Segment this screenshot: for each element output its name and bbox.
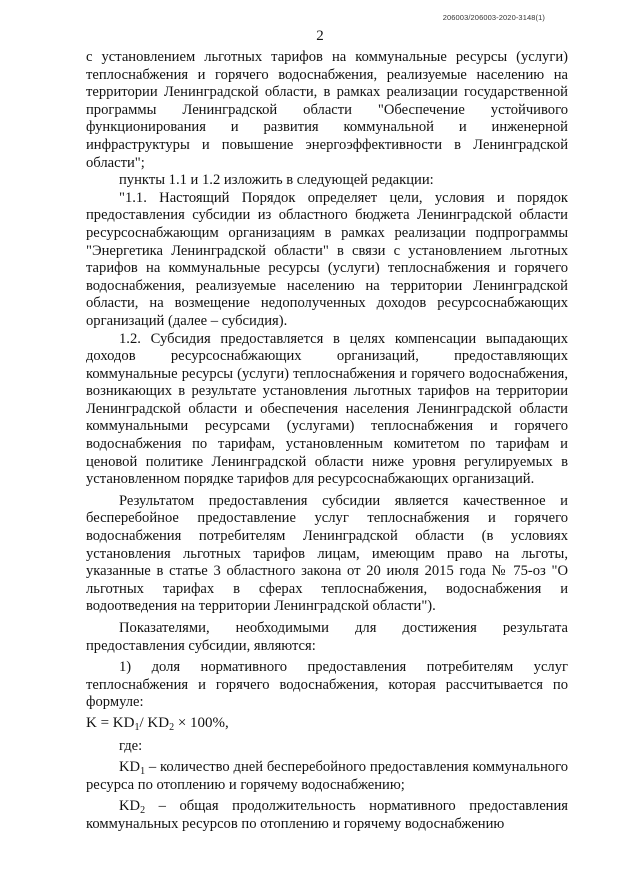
definition-kd1 — [86, 759, 568, 794]
variable-name: KD — [119, 798, 141, 815]
document-body — [86, 49, 568, 834]
variable-subscript: 2 — [140, 805, 146, 817]
variable-subscript: 1 — [140, 766, 146, 778]
paragraph: с установлением льготных тарифов на коммунальные ресурсы (услуги) теплоснабжения и горячего водоснабжения, реализуемые населению на территории Ленинградской области, в рамках реализации государственной программы Ленинградской области "Обеспечение устойчивого функционирования и развития коммунальной и инженерной инфраструктуры и повышение энергоэффективности в Ленинградской области"; — [86, 49, 568, 171]
variable-name: KD — [119, 759, 141, 776]
paragraph: "1.1. Настоящий Порядок определяет цели, условия и порядок предоставления субсидии из областного бюджета Ленинградской области ресурсоснабжающим организациям в рамках реализации подпрограммы "Энергетика Ленинградской области" в связи с установлением льготных тарифов на коммунальные ресурсы (услуги) теплоснабжения и горячего водоснабжения, реализуемые населению на территории Ленинградской области, на возмещение недополученных доходов ресурсоснабжающих организаций (далее – субсидия). — [86, 189, 568, 329]
page-number: 2 — [316, 28, 324, 44]
definition-text: – количество дней бесперебойного предоставления коммунального ресурса по отоплению и горячему водоснабжению; — [86, 759, 568, 793]
formula — [86, 715, 568, 733]
formula-mid: / KD — [139, 714, 170, 731]
formula-subscript: 1 — [134, 721, 140, 733]
formula-rhs: × 100%, — [174, 714, 229, 731]
document-id: 206003/206003-2020-3148(1) — [442, 13, 545, 22]
definition-kd2 — [86, 798, 568, 833]
formula-subscript: 2 — [169, 721, 175, 733]
paragraph: Показателями, необходимыми для достижения результата предоставления субсидии, являются: — [86, 620, 568, 654]
definition-text: – общая продолжительность нормативного предоставления коммунальных ресурсов по отоплению и горячему водоснабжению — [86, 798, 568, 832]
formula-lhs: K = KD — [86, 714, 135, 731]
paragraph: 1) доля нормативного предоставления потребителям услуг теплоснабжения и горячего водоснабжения, которая рассчитывается по формуле: — [86, 659, 568, 711]
where-label: где: — [119, 737, 143, 754]
paragraph: 1.2. Субсидия предоставляется в целях компенсации выпадающих доходов ресурсоснабжающих организаций, предоставляющих коммунальные ресурсы (услуги) теплоснабжения и горячего водоснабжения, возникающих в результате установления льготных тарифов на территории Ленинградской области и обеспечения населения Ленинградской области коммунальными ресурсами (услугами) теплоснабжения и горячего водоснабжения по тарифам, установленным комитетом по тарифам и ценовой политике Ленинградской области ниже уровня регулируемых в установленном порядке тарифов для ресурсоснабжающих организаций. — [86, 330, 568, 488]
paragraph: пункты 1.1 и 1.2 изложить в следующей редакции: — [119, 172, 434, 189]
paragraph: Результатом предоставления субсидии является качественное и бесперебойное предоставление услуг теплоснабжения и горячего водоснабжения потребителям Ленинградской области (в условиях установления льготных тарифов лицам, имеющим право на льготы, указанные в статье 3 областного закона от 20 июля 2015 года № 75-оз "О льготных тарифах в сферах теплоснабжения, водоснабжения и водоотведения на территории Ленинградской области"). — [86, 492, 568, 615]
